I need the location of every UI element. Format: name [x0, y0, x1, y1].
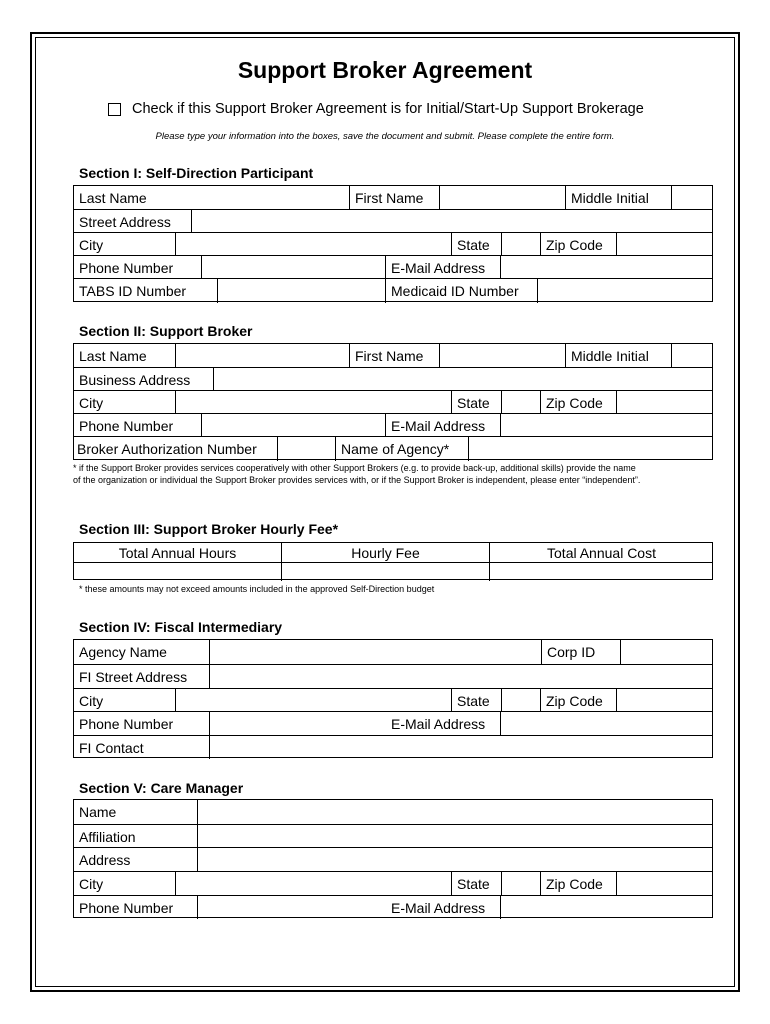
- section-4-table: [73, 639, 713, 758]
- s2-phone-field[interactable]: [202, 414, 385, 437]
- s2-row-phone: [74, 413, 712, 437]
- s2-row-authorization: [74, 436, 712, 461]
- s2-email-label: E-Mail Address: [391, 417, 486, 434]
- s4-email-label: E-Mail Address: [391, 716, 486, 732]
- s5-state-field[interactable]: [502, 872, 540, 896]
- s1-row-street: [74, 209, 712, 233]
- s1-email-field[interactable]: [501, 256, 713, 279]
- section-3-title: Section III: Support Broker Hourly Fee*: [79, 521, 339, 537]
- s1-state-field[interactable]: [502, 233, 540, 256]
- s1-phone-field[interactable]: [202, 256, 385, 279]
- s5-phone-field[interactable]: [198, 896, 385, 919]
- s4-phone-label: Phone Number: [79, 716, 174, 732]
- s5-state-label: State: [457, 876, 490, 892]
- s4-email-field[interactable]: [501, 712, 713, 736]
- s1-first-name-label: First Name: [355, 189, 424, 206]
- s4-zip-label: Zip Code: [546, 692, 603, 709]
- s1-street-address-field[interactable]: [192, 210, 712, 233]
- s2-email-field[interactable]: [501, 414, 713, 437]
- s4-row-city: [74, 688, 712, 712]
- s5-row-phone: [74, 895, 712, 919]
- s5-name-label: Name: [79, 804, 117, 820]
- s1-zip-label: Zip Code: [546, 236, 603, 253]
- s4-zip-field[interactable]: [617, 689, 713, 712]
- s1-street-address-label: Street Address: [79, 213, 171, 230]
- s1-first-name-field[interactable]: [440, 186, 565, 209]
- section-3-table: [73, 542, 713, 580]
- s2-zip-field[interactable]: [617, 391, 713, 414]
- section-1-table: [73, 185, 713, 302]
- section-5-table: [73, 799, 713, 918]
- s1-row-name: [74, 186, 712, 209]
- s1-row-ids: [74, 278, 712, 303]
- s1-city-label: City: [79, 236, 104, 253]
- s1-medicaid-id-field[interactable]: [538, 279, 713, 303]
- s2-phone-label: Phone Number: [79, 417, 174, 434]
- s2-state-field[interactable]: [502, 391, 540, 414]
- s2-broker-auth-field[interactable]: [278, 437, 335, 461]
- initial-startup-checkbox-label: Check if this Support Broker Agreement is for Initial/Start-Up Support Brokerage: [132, 101, 644, 117]
- s2-business-address-field[interactable]: [214, 368, 713, 391]
- s5-row-city: [74, 871, 712, 896]
- s2-last-name-label: Last Name: [79, 347, 147, 364]
- s4-agency-name-label: Agency Name: [79, 644, 167, 660]
- s3-hourly-fee-header: Hourly Fee: [351, 544, 420, 561]
- s5-zip-field[interactable]: [617, 872, 713, 896]
- s2-city-field[interactable]: [176, 391, 451, 414]
- s2-row-city: [74, 390, 712, 414]
- s5-affiliation-field[interactable]: [198, 825, 713, 848]
- s4-state-field[interactable]: [502, 689, 540, 712]
- s2-middle-initial-label: Middle Initial: [571, 347, 649, 364]
- s3-footnote: * these amounts may not exceed amounts included in the approved Self-Direction budget: [79, 584, 435, 594]
- s1-city-field[interactable]: [176, 233, 451, 256]
- s3-total-annual-hours-header: Total Annual Hours: [118, 544, 237, 561]
- s5-zip-label: Zip Code: [546, 876, 603, 892]
- s4-row-street: [74, 664, 712, 689]
- s5-row-affiliation: [74, 824, 712, 848]
- s4-row-contact: [74, 735, 712, 759]
- s4-agency-name-field[interactable]: [210, 640, 541, 664]
- s2-row-business: [74, 367, 712, 391]
- s2-first-name-field[interactable]: [440, 344, 565, 367]
- s4-fi-street-field[interactable]: [210, 665, 713, 689]
- s5-email-field[interactable]: [501, 896, 713, 919]
- s1-row-city: [74, 232, 712, 256]
- s4-state-label: State: [457, 692, 490, 709]
- s2-last-name-field[interactable]: [176, 344, 349, 367]
- s3-total-annual-hours-field[interactable]: [74, 563, 281, 581]
- s3-header-row: [74, 543, 712, 562]
- s1-medicaid-id-label: Medicaid ID Number: [391, 283, 519, 299]
- s2-agency-name-field[interactable]: [469, 437, 713, 461]
- s1-state-label: State: [457, 236, 490, 253]
- initial-startup-checkbox[interactable]: [108, 103, 121, 116]
- s2-business-address-label: Business Address: [79, 371, 191, 388]
- s1-email-label: E-Mail Address: [391, 259, 486, 276]
- s5-affiliation-label: Affiliation: [79, 828, 136, 845]
- s1-row-phone: [74, 255, 712, 279]
- s5-address-label: Address: [79, 852, 131, 868]
- s1-middle-initial-field[interactable]: [672, 186, 713, 209]
- section-2-title: Section II: Support Broker: [79, 323, 253, 339]
- s4-corp-id-label: Corp ID: [547, 644, 596, 660]
- s2-footnote: [73, 462, 640, 486]
- s2-row-name: [74, 344, 712, 367]
- s1-tabs-id-field[interactable]: [218, 279, 385, 303]
- s2-city-label: City: [79, 394, 104, 411]
- s1-last-name-field[interactable]: [175, 186, 349, 209]
- s3-total-annual-cost-header: Total Annual Cost: [547, 544, 656, 561]
- s3-value-row: [74, 562, 712, 581]
- form-title: Support Broker Agreement: [237, 57, 533, 83]
- section-5-title: Section V: Care Manager: [79, 780, 244, 796]
- form-instructions: Please type your information into the boxes, save the document and submit. Please complete the entire form.: [155, 131, 615, 142]
- s2-footnote-line-2: of the organization or individual the Support Broker provides services with, or if the Support Broker is independent, please enter “independent”.: [73, 475, 641, 485]
- s4-fi-street-label: FI Street Address: [79, 669, 188, 685]
- s5-phone-label: Phone Number: [79, 899, 174, 916]
- s4-row-agency: [74, 640, 712, 664]
- s4-fi-contact-field[interactable]: [210, 736, 713, 759]
- s5-row-address: [74, 847, 712, 872]
- s2-footnote-line-1: * if the Support Broker provides services cooperatively with other Support Brokers (e.g. to provide back-up, additional skills) provide the name: [73, 463, 636, 473]
- s3-hourly-fee-field[interactable]: [282, 563, 489, 581]
- section-1-title: Section I: Self-Direction Participant: [79, 165, 314, 181]
- s1-middle-initial-label: Middle Initial: [571, 189, 649, 206]
- s4-fi-contact-label: FI Contact: [79, 739, 144, 756]
- s4-city-field[interactable]: [176, 689, 451, 712]
- s1-zip-field[interactable]: [617, 233, 713, 256]
- s5-address-field[interactable]: [198, 848, 713, 872]
- s2-state-label: State: [457, 394, 490, 411]
- s2-zip-label: Zip Code: [546, 394, 603, 411]
- s2-middle-initial-field[interactable]: [672, 344, 713, 367]
- s4-corp-id-field[interactable]: [621, 640, 713, 664]
- s5-city-label: City: [79, 876, 104, 892]
- s5-name-field[interactable]: [198, 800, 713, 824]
- s1-phone-label: Phone Number: [79, 259, 174, 276]
- s3-total-annual-cost-field[interactable]: [490, 563, 713, 581]
- s4-row-phone: [74, 711, 712, 736]
- s4-city-label: City: [79, 692, 104, 709]
- initial-startup-check-row: [108, 101, 644, 117]
- s5-row-name: [74, 800, 712, 824]
- s5-email-label: E-Mail Address: [391, 899, 486, 916]
- section-4-title: Section IV: Fiscal Intermediary: [79, 619, 283, 635]
- s2-first-name-label: First Name: [355, 347, 424, 364]
- s2-broker-auth-label: Broker Authorization Number: [77, 441, 257, 457]
- s1-tabs-id-label: TABS ID Number: [79, 283, 187, 299]
- s1-last-name-label: Last Name: [79, 189, 147, 206]
- s5-city-field[interactable]: [176, 872, 451, 896]
- s4-phone-field[interactable]: [210, 712, 385, 736]
- section-2-table: [73, 343, 713, 460]
- s2-agency-name-label: Name of Agency*: [341, 441, 450, 457]
